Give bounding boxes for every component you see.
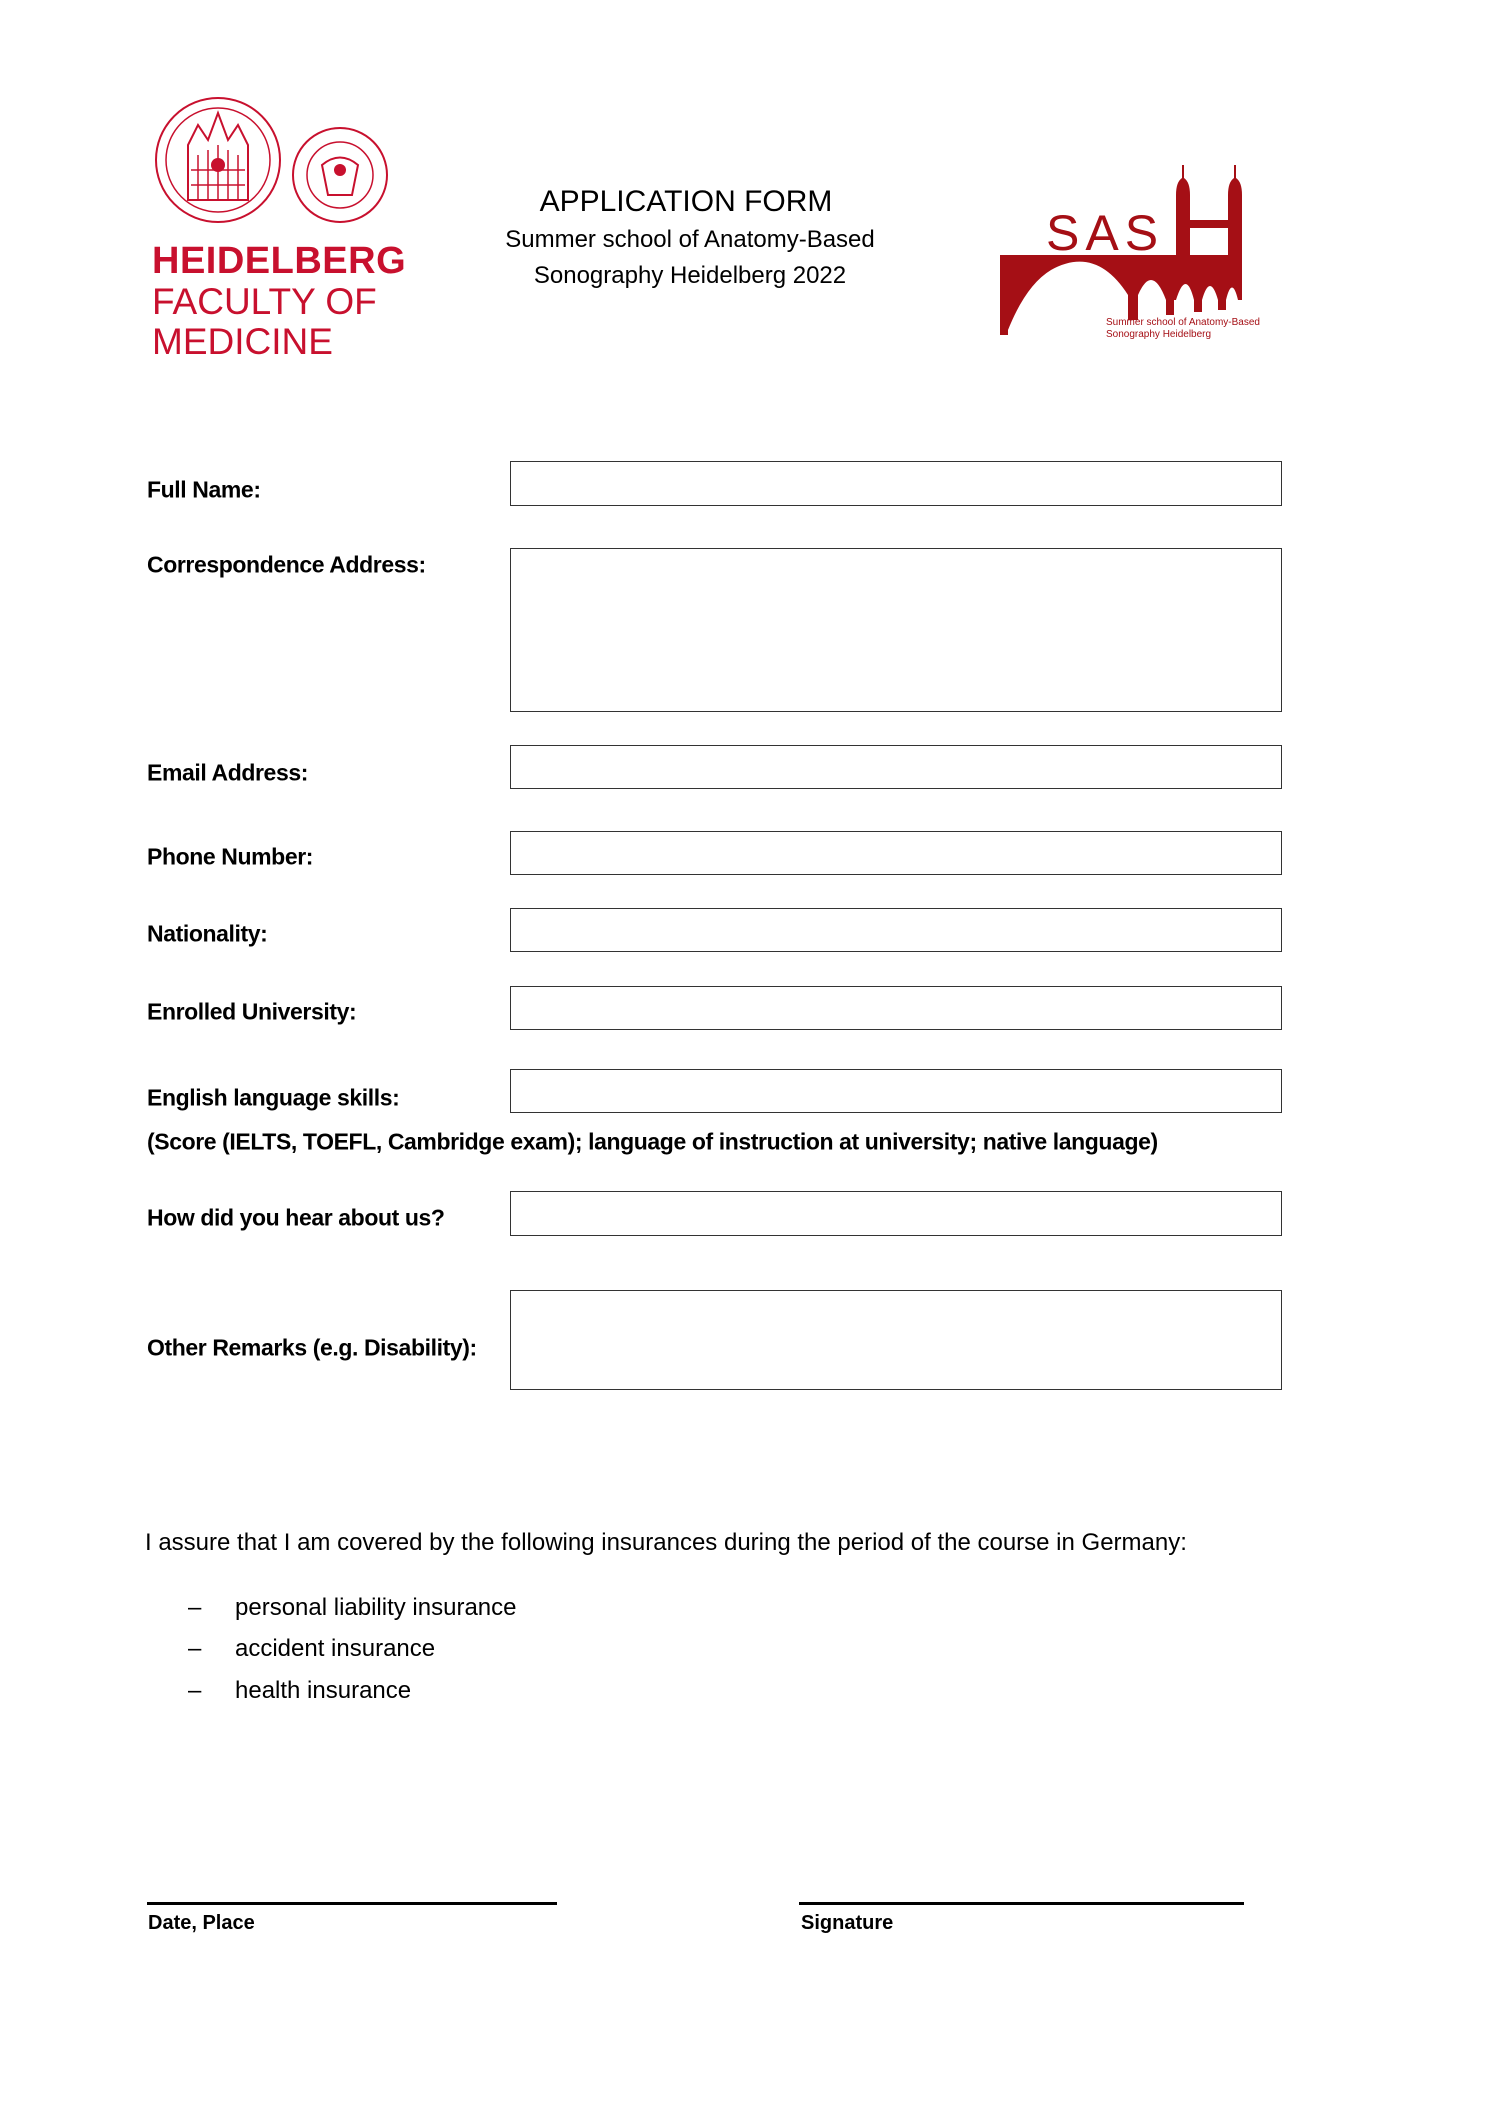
list-dash: – — [188, 1635, 202, 1662]
email-input[interactable] — [510, 745, 1282, 789]
sash-logo-text: SAS — [1046, 205, 1165, 261]
full-name-label: Full Name: — [147, 476, 261, 503]
english-skills-input[interactable] — [510, 1069, 1282, 1113]
insurance-statement: I assure that I am covered by the following insurances during the period of the course in Germany: — [145, 1529, 1187, 1556]
subtitle-line-2: Sonography Heidelberg 2022 — [533, 262, 847, 289]
enrolled-university-label: Enrolled University: — [147, 998, 357, 1025]
list-item: personal liability insurance — [235, 1594, 517, 1621]
other-remarks-input[interactable] — [510, 1290, 1282, 1390]
page-title: APPLICATION FORM — [539, 185, 833, 218]
correspondence-address-input[interactable] — [510, 548, 1282, 712]
correspondence-address-label: Correspondence Address: — [147, 551, 426, 578]
referral-input[interactable] — [510, 1191, 1282, 1236]
sash-tagline-2: Sonography Heidelberg — [1106, 329, 1212, 340]
logo-heidelberg: HEIDELBERG — [152, 240, 407, 282]
phone-input[interactable] — [510, 831, 1282, 875]
full-name-input[interactable] — [510, 461, 1282, 506]
heidelberg-faculty-logo — [150, 95, 420, 365]
faculty-seal-icon — [290, 125, 390, 225]
nationality-input[interactable] — [510, 908, 1282, 952]
date-place-line[interactable] — [147, 1902, 557, 1905]
sash-logo — [996, 160, 1286, 345]
sash-tagline-1: Summer school of Anatomy-Based — [1106, 317, 1260, 328]
list-item: health insurance — [235, 1677, 412, 1704]
date-place-label: Date, Place — [148, 1912, 255, 1934]
subtitle-line-1: Summer school of Anatomy-Based — [505, 226, 875, 253]
list-dash: – — [188, 1677, 202, 1704]
list-dash: – — [188, 1594, 202, 1621]
english-skills-label: English language skills: — [147, 1084, 400, 1111]
logo-faculty-of: FACULTY OF — [152, 281, 377, 322]
nationality-label: Nationality: — [147, 920, 268, 947]
signature-label: Signature — [801, 1912, 894, 1934]
other-remarks-label: Other Remarks (e.g. Disability): — [147, 1334, 477, 1361]
email-label: Email Address: — [147, 759, 308, 786]
university-seal-icon — [153, 95, 283, 225]
phone-label: Phone Number: — [147, 843, 314, 870]
referral-label: How did you hear about us? — [147, 1204, 445, 1231]
signature-line[interactable] — [799, 1902, 1244, 1905]
english-skills-note: (Score (IELTS, TOEFL, Cambridge exam); language of instruction at university; native language) — [147, 1128, 1158, 1155]
list-item: accident insurance — [235, 1635, 436, 1662]
enrolled-university-input[interactable] — [510, 986, 1282, 1030]
logo-medicine: MEDICINE — [152, 321, 333, 362]
